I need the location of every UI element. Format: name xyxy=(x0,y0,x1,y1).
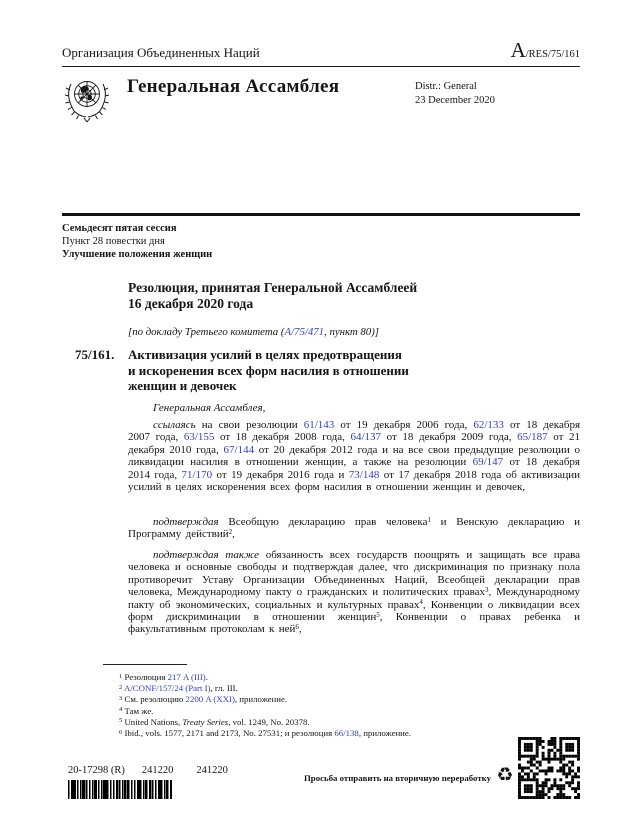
qr-code-icon xyxy=(518,737,580,799)
text-run: от 18 декабря 2007 года, xyxy=(128,419,580,444)
doc-link[interactable]: 69/147 xyxy=(472,456,504,469)
text-run: , пункт 80)] xyxy=(324,326,380,338)
un-emblem-icon xyxy=(58,70,116,128)
resolution-title-line2: и искоренения всех форм насилия в отношении xyxy=(128,362,409,378)
footnote-2 xyxy=(119,683,571,694)
text-run: 6 xyxy=(119,728,123,736)
text-run: , приложение. xyxy=(234,694,288,705)
text-run: 1 xyxy=(427,515,431,524)
text-run: подтверждая также xyxy=(153,549,260,561)
text-run: , Международному пакту об экономических, социальных и культурных правах xyxy=(128,586,580,611)
barcode xyxy=(68,780,172,799)
text-run: 3 xyxy=(485,585,489,594)
doc-link[interactable]: 64/137 xyxy=(350,431,382,444)
job-number-line xyxy=(68,765,228,776)
text-run: Там же. xyxy=(122,705,154,716)
text-run: от 19 декабря 2006 года, xyxy=(334,419,474,431)
resolution-heading-line1: Резолюция, принятая Генеральной Ассамблеей xyxy=(128,280,418,295)
text-run: Treaty Series xyxy=(182,716,229,727)
header-rule xyxy=(62,66,580,67)
section-rule xyxy=(62,213,580,216)
session-title: Семьдесят пятая сессия xyxy=(62,223,177,234)
text-run: , приложение. xyxy=(358,728,411,739)
text-run: Всеобщую декларацию прав человека xyxy=(218,516,428,528)
text-run: на свои резолюции xyxy=(195,419,304,431)
doc-link[interactable]: A/75/471 xyxy=(284,326,325,338)
resolution-title xyxy=(128,347,409,394)
text-run: от 19 декабря 2016 года и xyxy=(212,468,349,481)
paragraph-recalling xyxy=(128,419,580,493)
symbol-number: /RES/75/161 xyxy=(525,49,580,60)
doc-link[interactable]: 61/143 xyxy=(303,419,335,431)
resolution-title-line1: Активизация усилий в целях предотвращения xyxy=(128,347,402,362)
text-run: обязанность всех государств поощрять и защищать все права человека и основные свободы и подтверждая далее, что дискриминация по признаку пола противоречит Уставу Организации Объединенных Наций, Всеобщей декларации прав человека, Международному пакту о гражданских и политических правах xyxy=(128,549,581,599)
doc-link[interactable]: 63/155 xyxy=(183,431,215,444)
date-code-1: 241220 xyxy=(141,765,174,776)
recycle-icon: ♻ xyxy=(496,764,514,786)
text-run: United Nations, xyxy=(122,716,183,727)
text-run: 5 xyxy=(119,717,123,725)
text-run: 3 xyxy=(119,694,123,702)
footnotes-block xyxy=(119,672,571,739)
text-run: 4 xyxy=(419,598,423,607)
text-run: . xyxy=(205,672,208,682)
text-run: от 18 декабря 2014 года, xyxy=(128,456,580,481)
text-run: 2 xyxy=(228,527,233,536)
text-run: Ibid., vols. 1577, 2171 and 2173, No. 27531; и резолюция xyxy=(122,728,335,739)
doc-link[interactable]: 62/133 xyxy=(473,419,504,431)
text-run: подтверждая xyxy=(153,516,219,528)
doc-link[interactable]: A/CONF/157/24 (Part I) xyxy=(123,683,211,694)
text-run: [по докладу Третьего комитета ( xyxy=(128,326,285,338)
symbol-letter: A xyxy=(510,38,526,62)
text-run: См. резолюцию xyxy=(122,694,186,705)
footnote-1 xyxy=(119,672,571,683)
paragraph-reaffirming xyxy=(128,516,580,541)
distr-date: 23 December 2020 xyxy=(415,94,495,106)
text-run: 2 xyxy=(119,683,123,691)
text-run: , Конвенции о правах ребенка и факультативным протоколам к ней xyxy=(128,611,580,636)
text-run: , xyxy=(232,528,235,541)
doc-link[interactable]: 67/144 xyxy=(223,443,255,456)
recycle-text: Просьба отправить на вторичную переработку xyxy=(303,773,491,783)
document-symbol xyxy=(400,38,580,63)
text-run: 1 xyxy=(119,672,123,680)
doc-link[interactable]: 65/187 xyxy=(517,431,548,444)
opening-phrase: Генеральная Ассамблея, xyxy=(153,402,266,414)
doc-link[interactable]: 2200 A (XXI) xyxy=(185,694,235,705)
resolution-title-line3: женщин и девочек xyxy=(128,378,237,393)
text-run: от 18 декабря 2009 года, xyxy=(381,431,518,444)
text-run: ссылаясь xyxy=(153,419,196,431)
doc-link[interactable]: 71/170 xyxy=(181,468,213,481)
footnote-3 xyxy=(119,694,571,705)
footnote-separator xyxy=(103,664,187,665)
text-run: , гл. III. xyxy=(210,683,238,694)
text-run: , xyxy=(298,623,302,636)
session-block xyxy=(62,222,212,261)
distr-line: Distr.: General xyxy=(415,81,477,92)
text-run: 6 xyxy=(295,622,299,631)
job-number: 20-17298 (R) xyxy=(68,765,125,776)
text-run: , Конвенции о ликвидации всех форм дискриминации в отношении женщин xyxy=(128,598,580,624)
text-run: и Венскую декларацию и Программу действий xyxy=(128,516,580,541)
text-run: 4 xyxy=(119,706,123,714)
doc-link[interactable]: 66/138 xyxy=(334,728,359,739)
resolution-heading xyxy=(128,280,417,312)
resolution-heading-line2: 16 декабря 2020 года xyxy=(128,296,254,311)
distr-block xyxy=(415,80,495,107)
doc-link[interactable]: 73/148 xyxy=(348,468,380,481)
text-run: Резолюция xyxy=(122,672,168,682)
footnote-6 xyxy=(119,728,571,739)
report-note xyxy=(128,326,379,338)
footnote-4 xyxy=(119,706,571,717)
text-run: 5 xyxy=(376,610,380,619)
agenda-item: Пункт 28 повестки дня xyxy=(62,236,165,247)
resolution-number: 75/161. xyxy=(75,347,115,362)
text-run: от 18 декабря 2008 года, xyxy=(214,431,351,444)
paragraph-reaffirming-also xyxy=(128,549,580,636)
text-run: от 20 декабря 2012 года и на все свои предыдущие резолюции о ликвидации насилия в отношении женщин, а также на резолюции xyxy=(128,443,580,469)
doc-link[interactable]: 217 A (III) xyxy=(167,672,206,682)
text-run: от 17 декабря 2018 года об активизации усилий в целях искоренения всех форм насилия в отношении женщин и девочек, xyxy=(128,468,580,494)
date-code-2: 241220 xyxy=(196,765,228,776)
org-name: Организация Объединенных Наций xyxy=(62,45,260,60)
agenda-topic: Улучшение положения женщин xyxy=(62,249,213,260)
footnote-5 xyxy=(119,717,571,728)
text-run: от 21 декабря 2010 года, xyxy=(128,431,581,456)
text-run: , vol. 1249, No. 20378. xyxy=(228,716,310,727)
assembly-title: Генеральная Ассамблея xyxy=(127,76,340,97)
